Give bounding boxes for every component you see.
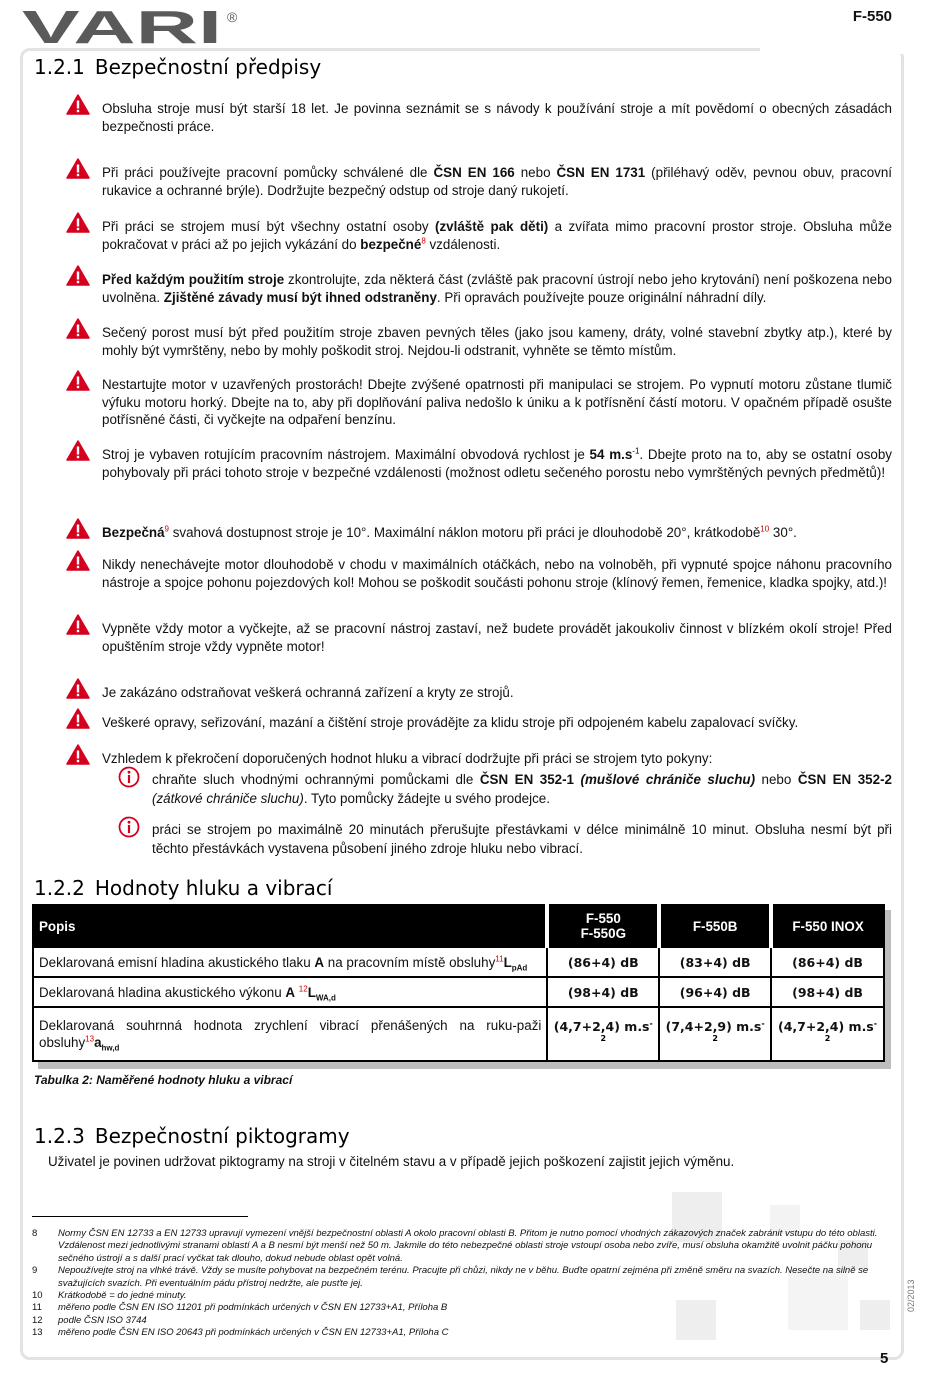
footnote xyxy=(32,1302,892,1314)
section-number: 1.2.3 xyxy=(34,1124,85,1148)
footnote-text: Nepoužívejte stroj na vlhké trávě. Vždy se musíte pohybovat na bezpečném terénu. Pracujte při chůzi, nikdy ne v běhu. Buďte opatrní zejména při změně směru na svazích. Nesečte na silně se svažujících svazích. Při eventuálním pádu přístroj nedržte, ale pusťte jej. xyxy=(58,1265,869,1289)
warning-text xyxy=(102,621,892,654)
footnote-text: měřeno podle ČSN EN ISO 20643 při podmínkách určených v ČSN EN 12733+A1, Příloha C xyxy=(58,1327,449,1339)
text-run: ČSN EN 1731 xyxy=(556,165,646,180)
footnote xyxy=(32,1315,892,1327)
warning-triangle-icon xyxy=(66,678,90,699)
text-run: a zvířata mimo pracovní prostor stroje. Obsluha může pokračovat v práci až po jejich vykázání do xyxy=(102,219,892,252)
text-run: Obsluha stroje musí být starší 18 let. Je povinna seznámit se s návody k používání stroje a mít povědomí o obecných zásadách bezpečnosti práce. xyxy=(102,101,892,134)
warning-triangle-icon xyxy=(66,440,90,461)
section-number: 1.2.2 xyxy=(34,876,85,900)
text-run: Při práci používejte pracovní pomůcky schválené dle xyxy=(102,165,434,180)
warning-item xyxy=(66,684,892,702)
section-title: Bezpečnostní piktogramy xyxy=(94,1124,350,1148)
text-run: bezpečné xyxy=(360,236,422,252)
warning-triangle-icon xyxy=(66,94,90,115)
warning-triangle-icon xyxy=(66,518,90,539)
footnote-ref: -1 xyxy=(632,446,640,456)
row-value: (83+4) dB xyxy=(659,947,771,977)
table-row xyxy=(33,977,884,1007)
header-f550b: F-550B xyxy=(659,905,771,947)
warning-item xyxy=(66,446,892,481)
text-run: Při práci se strojem musí být všechny ostatní osoby xyxy=(102,219,435,234)
warning-triangle-icon xyxy=(66,265,90,286)
info-item xyxy=(118,770,892,808)
info-circle-icon xyxy=(118,816,140,838)
footnote-number: 8 xyxy=(32,1228,38,1239)
text-run: Vypněte vždy motor a vyčkejte, až se pracovní nástroj zastaví, než budete provádět jakoukoliv činnost v blízkém okolí stroje! Před opuštěním stroje vždy vypněte motor! xyxy=(102,621,892,654)
footnote xyxy=(32,1265,892,1290)
footnote-text: podle ČSN ISO 3744 xyxy=(58,1314,147,1326)
warning-item xyxy=(66,714,892,732)
footnotes xyxy=(32,1228,892,1340)
warning-triangle-icon xyxy=(66,550,90,571)
footnote xyxy=(32,1327,892,1339)
warning-text xyxy=(102,325,892,358)
text-run: (mušlové chrániče sluchu) xyxy=(574,772,756,787)
warning-triangle-icon xyxy=(66,614,90,635)
pictogram-paragraph: Uživatel je povinen udržovat piktogramy na stroji v čitelném stavu a v případě jejich poškození zajistit jejich výměnu. xyxy=(48,1154,735,1169)
warning-triangle-icon xyxy=(66,212,90,233)
document-id: F-550 xyxy=(852,8,892,25)
logo-text: VARI xyxy=(22,8,222,46)
warning-triangle-icon xyxy=(66,744,90,765)
text-run: zkontrolujte, zda některá část (zvláště pak pracovní ústrojí nebo jeho krytování) není poškozena nebo uvolněna. xyxy=(102,272,892,305)
row-value: (86+4) dB xyxy=(547,947,659,977)
footnote-number: 12 xyxy=(32,1314,43,1326)
warning-item xyxy=(66,620,892,655)
text-run: (přiléhavý oděv, pevnou obuv, pracovní rukavice a ochranné brýle). Dodržujte bezpečný odstup od stroje daný rukojetí. xyxy=(102,165,893,198)
footnote-number: 13 xyxy=(32,1327,43,1339)
row-description: Deklarovaná hladina akustického výkonu A $^{12}L_{WA,d}$ xyxy=(33,977,547,1007)
section-title: Hodnoty hluku a vibrací xyxy=(94,876,333,900)
warning-text xyxy=(102,685,514,700)
header-popis: Popis xyxy=(33,905,547,947)
info-item xyxy=(118,820,892,858)
warning-item xyxy=(66,524,892,542)
warning-item xyxy=(66,218,892,253)
text-run: chraňte sluch vhodnými ochrannými pomůckami dle xyxy=(152,772,480,787)
noise-table xyxy=(32,904,885,1062)
row-value: (86+4) dB xyxy=(771,947,884,977)
section-heading-safety xyxy=(34,55,321,79)
warning-text xyxy=(102,525,797,540)
text-run: Vzhledem k překročení doporučených hodnot hluku a vibrací dodržujte při práci se strojem tyto pokyny: xyxy=(102,751,713,766)
row-description: Deklarovaná emisní hladina akustického tlaku A na pracovním místě $obsluhy^{11}L_{pAd}$ xyxy=(33,947,547,977)
text-run: . Při opravách používejte pouze originální náhradní díly. xyxy=(436,289,767,305)
footnote-text: Normy ČSN EN 12733 a EN 12733 upravují vymezení vnější bezpečnostní oblasti A okolo pracovní oblasti B. Přitom je nutno pomocí vhodných zákazových značek zabránit vstupu do této oblasti. Vzdálenost mezi jednotlivými stranami oblastí A a B nesmí být menší než 50 m. Jakmile do této nebezpečné oblasti stroje vstoupí osoba nebo zvíře, musí obsluha okamžitě uvolnit páčku pohonu sečného ústrojí a s další prací vyčkat tak dlouho, dokud nebude oblast opět volná. xyxy=(58,1228,878,1264)
text-run: (zvláště pak děti) xyxy=(435,219,549,234)
warning-triangle-icon xyxy=(66,708,90,729)
row-value: (98+4) dB xyxy=(771,977,884,1007)
text-run: 30°. xyxy=(769,525,797,540)
warning-item xyxy=(66,750,892,768)
registered-mark: ® xyxy=(227,9,238,25)
text-run: Před každým použitím stroje xyxy=(102,272,285,287)
warning-item xyxy=(66,164,892,199)
row-value: (4,7+2,4) $m.s^{-2}$ xyxy=(771,1007,884,1061)
warning-item xyxy=(66,100,892,135)
warning-text xyxy=(102,101,892,134)
warning-item xyxy=(66,324,892,359)
text-run: Nestartujte motor v uzavřených prostorách! Dbejte zvýšené opatrnosti při manipulaci se strojem. Po vypnutí motoru zůstane tlumič výfuku motoru horký. Dbejte na to, aby při doplňování paliva nedošlo k úniku a k potřísnění částí motoru. V opačném případě osušte potřísněné části, či vyčkejte na odpaření benzínu. xyxy=(102,377,892,427)
text-run: ČSN EN 166 xyxy=(433,165,515,180)
warning-item xyxy=(66,376,892,429)
text-run: Veškeré opravy, seřizování, mazání a čištění stroje provádějte za klidu stroje při odpojeném kabelu zapalovací svíčky. xyxy=(102,715,799,730)
footnote-ref: 11 xyxy=(495,954,504,964)
row-value: (7,4+2,9) $m.s^{-2}$ xyxy=(659,1007,771,1061)
section-heading-noise xyxy=(34,876,332,900)
text-run: nebo xyxy=(755,772,798,787)
warning-text xyxy=(102,377,892,427)
text-run: Sečený porost musí být před použitím stroje zbaven pevných těles (jako jsou kameny, dráty, volné stavební zbytky atp.), které by mohly být vymrštěny, nebo by mohly poškodit stroj. Nejdou-li odstranit, vyhněte se těmto místům. xyxy=(102,325,892,358)
section-number: 1.2.1 xyxy=(34,55,85,79)
warning-item xyxy=(66,271,892,306)
row-value: (4,7+2,4) $m.s^{-2}$ xyxy=(547,1007,659,1061)
footnote-ref: 10 xyxy=(760,524,770,534)
warning-triangle-icon xyxy=(66,318,90,339)
text-run: . Tyto pomůcky žádejte u svého prodejce. xyxy=(303,791,550,806)
footnote-number: 10 xyxy=(32,1290,43,1302)
footnote xyxy=(32,1290,892,1302)
text-run: Je zakázáno odstraňovat veškerá ochranná zařízení a kryty ze strojů. xyxy=(102,685,514,700)
text-run: 54 m.s xyxy=(589,447,633,462)
footnote-rule xyxy=(32,1216,248,1217)
footnote-text: měřeno podle ČSN EN ISO 11201 při podmínkách určených v ČSN EN 12733+A1, Příloha B xyxy=(58,1302,448,1314)
footnote-number: 9 xyxy=(32,1265,38,1277)
info-text xyxy=(152,772,892,806)
table-caption: Tabulka 2: Naměřené hodnoty hluku a vibrací xyxy=(34,1073,293,1087)
text-run: svahová dostupnost stroje je 10°. Maximální náklon motoru při práci je dlouhodobě 20°, krátkodobě xyxy=(168,525,761,540)
warning-text xyxy=(102,219,892,252)
section-title: Bezpečnostní předpisy xyxy=(94,55,322,79)
row-value: (96+4) dB xyxy=(659,977,771,1007)
text-run: nebo xyxy=(514,165,557,180)
text-run: (zátkové chrániče sluchu) xyxy=(152,791,304,806)
table-row xyxy=(33,1007,884,1061)
vari-logo xyxy=(22,8,242,46)
text-run: práci se strojem po maximálně 20 minutách přerušujte přestávkami v délce minimálně 10 minut. Obsluha nesmí být při těchto přestávkách vystavena působení jiného zdroje hluku nebo vibrací. xyxy=(152,822,892,856)
noise-table-wrapper xyxy=(32,904,885,1062)
text-run: ČSN EN 352-2 xyxy=(797,772,892,787)
info-text xyxy=(152,822,892,856)
text-run: ČSN EN 352-1 xyxy=(479,772,575,787)
warning-item xyxy=(66,556,892,591)
footnote-ref: 8 xyxy=(421,236,426,246)
info-circle-icon xyxy=(118,766,140,788)
warning-text xyxy=(102,557,892,590)
footnote-ref: 9 xyxy=(164,524,169,534)
table-row xyxy=(33,947,884,977)
footnote-ref: 12 xyxy=(298,984,308,994)
warning-triangle-icon xyxy=(66,158,90,179)
row-value: (98+4) dB xyxy=(547,977,659,1007)
text-run: Zjištěné závady musí být ihned odstraněny xyxy=(163,289,437,305)
section-heading-pictograms xyxy=(34,1124,350,1148)
header-f550: F-550 F-550G xyxy=(547,905,659,947)
page-number: 5 xyxy=(880,1350,889,1367)
footnote-ref: 13 xyxy=(85,1034,95,1044)
row-description: Deklarovaná souhrnná hodnota zrychlení vibrací přenášených na ruku-paži $obsluhy^{13}a_{hw,d}$ xyxy=(33,1007,547,1061)
warning-text xyxy=(102,272,892,305)
warning-triangle-icon xyxy=(66,370,90,391)
text-run: vzdálenosti. xyxy=(425,236,501,252)
text-run: Nikdy nenechávejte motor dlouhodobě v chodu v maximálních otáčkách, nebo na volnoběh, při vypnuté spojce náhonu pracovního nástroje a spojce pohonu pojezdových kol! Mohou se poškodit součásti pohonu stroje (klínový řemen, řemenice, kladka spojky, atd.)! xyxy=(102,557,892,590)
warning-text xyxy=(102,447,892,480)
warning-text xyxy=(102,751,712,766)
text-run: Stroj je vybaven rotujícím pracovním nástrojem. Maximální obvodová rychlost je xyxy=(102,447,590,462)
warning-text xyxy=(102,715,798,730)
text-run: . Dbejte proto na to, aby se ostatní osoby pohybovaly při práci tohoto stroje v bezpečné vzdálenosti (možnost odletu sečeného porostu nebo vymrštěných pevných předmětů)! xyxy=(102,447,892,480)
footnote-text: Krátkodobě = do jedné minuty. xyxy=(58,1290,187,1302)
side-date: 02/2013 xyxy=(906,1279,916,1312)
warning-text xyxy=(102,165,892,198)
header-f550-inox: F-550 INOX xyxy=(771,905,884,947)
footnote-number: 11 xyxy=(32,1302,42,1314)
footnote xyxy=(32,1228,892,1265)
text-run: Bezpečná xyxy=(102,525,165,540)
